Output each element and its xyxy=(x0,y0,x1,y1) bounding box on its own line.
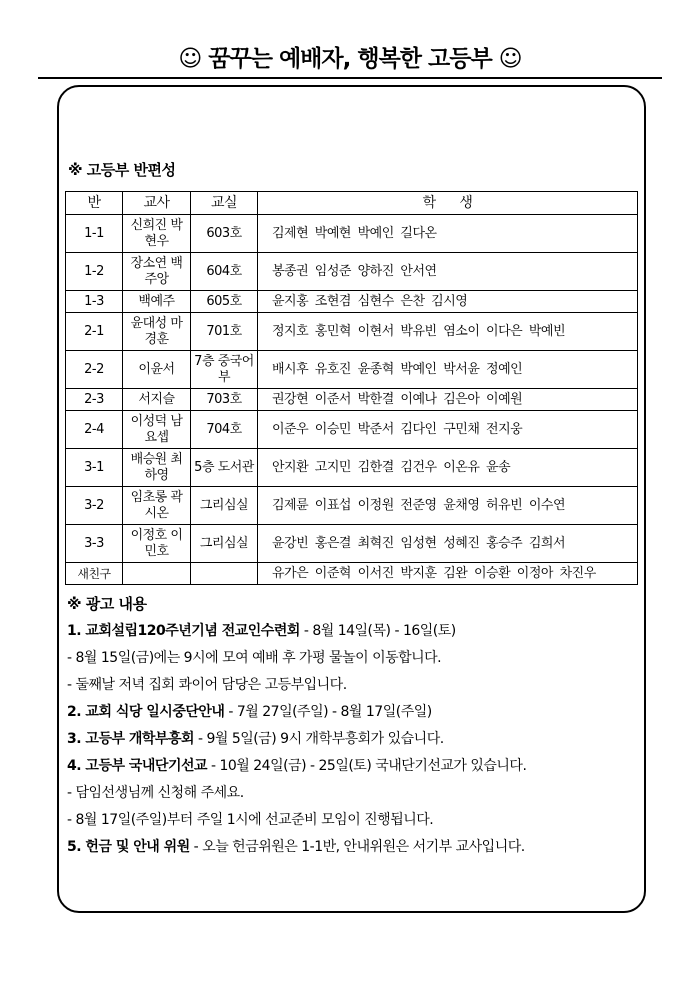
cell-room: 701호 xyxy=(191,313,258,351)
cell-students: 김제륜 이표섭 이정원 전준영 윤채영 허유빈 이수연 xyxy=(258,487,638,525)
announcement-item xyxy=(67,618,637,645)
cell-students: 봉종권 임성준 양하진 안서연 xyxy=(258,253,638,291)
page-title: ☺ 꿈꾸는 예배자, 행복한 고등부 ☺ xyxy=(178,46,522,72)
cell-teacher: 이정호 이민호 xyxy=(123,525,191,563)
cell-class: 3-2 xyxy=(66,487,123,525)
cell-teacher: 윤대성 마경훈 xyxy=(123,313,191,351)
cell-students: 정지호 홍민혁 이현서 박유빈 염소이 이다은 박예빈 xyxy=(258,313,638,351)
class-roster-table xyxy=(65,191,638,585)
announcement-item xyxy=(67,699,637,726)
announcement-item xyxy=(67,807,637,834)
cell-teacher: 이윤서 xyxy=(123,351,191,389)
announcement-text: - 8월 15일(금)에는 9시에 모여 예배 후 가평 물놀이 이동합니다. xyxy=(67,650,442,666)
announcement-text: - 담임선생님께 신청해 주세요. xyxy=(67,785,244,801)
cell-teacher: 배승원 최하영 xyxy=(123,449,191,487)
cell-class: 2-3 xyxy=(66,389,123,411)
cell-teacher: 장소연 백주앙 xyxy=(123,253,191,291)
announcement-item xyxy=(67,672,637,699)
table-row-new-friends xyxy=(66,563,638,585)
cell-class: 3-3 xyxy=(66,525,123,563)
roster-heading: ※ 고등부 반편성 xyxy=(68,161,176,179)
announcement-text: - 8월 14일(목) - 16일(토) xyxy=(299,623,456,639)
announcement-lead: 3. 고등부 개학부흥회 xyxy=(67,731,194,747)
cell-students: 안지환 고지민 김한결 김건우 이온유 윤송 xyxy=(258,449,638,487)
announcement-text: - 오늘 헌금위원은 1-1반, 안내위원은 서기부 교사입니다. xyxy=(189,839,525,855)
announcement-item xyxy=(67,753,637,780)
cell-room: 605호 xyxy=(191,291,258,313)
table-row xyxy=(66,389,638,411)
cell-class: 3-1 xyxy=(66,449,123,487)
cell-class: 1-2 xyxy=(66,253,123,291)
cell-students: 김제현 박예현 박예인 길다온 xyxy=(258,215,638,253)
cell-students: 유가은 이준혁 이서진 박지훈 김완 이승환 이정아 차진우 xyxy=(258,563,638,585)
col-header-students: 학 생 xyxy=(258,192,638,215)
cell-students: 권강현 이준서 박한결 이예나 김은아 이예원 xyxy=(258,389,638,411)
cell-class: 2-1 xyxy=(66,313,123,351)
cell-room: 그리심실 xyxy=(191,525,258,563)
table-row xyxy=(66,253,638,291)
col-header-room: 교실 xyxy=(191,192,258,215)
cell-students: 윤강빈 홍은결 최혁진 임성현 성혜진 홍승주 김희서 xyxy=(258,525,638,563)
cell-students: 이준우 이승민 박준서 김다인 구민채 전지웅 xyxy=(258,411,638,449)
cell-room xyxy=(191,563,258,585)
announcement-item xyxy=(67,780,637,807)
announcement-lead: 2. 교회 식당 일시중단안내 xyxy=(67,704,225,720)
cell-class: 1-1 xyxy=(66,215,123,253)
announcement-text: - 둘째날 저녁 집회 콰이어 담당은 고등부입니다. xyxy=(67,677,347,693)
col-header-teacher: 교사 xyxy=(123,192,191,215)
table-row xyxy=(66,351,638,389)
table-row xyxy=(66,313,638,351)
table-row xyxy=(66,291,638,313)
cell-class: 2-2 xyxy=(66,351,123,389)
cell-teacher xyxy=(123,563,191,585)
cell-teacher: 신희진 박현우 xyxy=(123,215,191,253)
cell-room: 그리심실 xyxy=(191,487,258,525)
cell-teacher: 백예주 xyxy=(123,291,191,313)
col-header-class: 반 xyxy=(66,192,123,215)
announcement-lead: 5. 헌금 및 안내 위원 xyxy=(67,839,190,855)
table-row xyxy=(66,411,638,449)
cell-room: 7층 중국어부 xyxy=(191,351,258,389)
cell-students: 배시후 유호진 윤종혁 박예인 박서윤 정예인 xyxy=(258,351,638,389)
cell-class: 2-4 xyxy=(66,411,123,449)
table-row xyxy=(66,487,638,525)
cell-class: 1-3 xyxy=(66,291,123,313)
table-header-row xyxy=(66,192,638,215)
cell-room: 704호 xyxy=(191,411,258,449)
announcement-text: - 9월 5일(금) 9시 개학부흥회가 있습니다. xyxy=(194,731,444,747)
cell-teacher: 임초롱 곽시온 xyxy=(123,487,191,525)
announcements-section xyxy=(67,591,637,861)
cell-students: 윤지홍 조현겸 심현수 은찬 김시영 xyxy=(258,291,638,313)
announcement-item xyxy=(67,726,637,753)
cell-teacher: 서지슬 xyxy=(123,389,191,411)
announcement-lead: 4. 고등부 국내단기선교 xyxy=(67,758,208,774)
announcement-text: - 10월 24일(금) - 25일(토) 국내단기선교가 있습니다. xyxy=(207,758,527,774)
cell-room: 604호 xyxy=(191,253,258,291)
cell-class: 새친구 xyxy=(66,563,123,585)
announcement-item xyxy=(67,645,637,672)
cell-teacher: 이성덕 남요셉 xyxy=(123,411,191,449)
cell-room: 5층 도서관 xyxy=(191,449,258,487)
announcement-text: - 8월 17일(주일)부터 주일 1시에 선교준비 모임이 진행됩니다. xyxy=(67,812,434,828)
table-row xyxy=(66,215,638,253)
table-row xyxy=(66,525,638,563)
table-row xyxy=(66,449,638,487)
cell-room: 603호 xyxy=(191,215,258,253)
announcement-item xyxy=(67,834,637,861)
announcement-lead: 1. 교회설립120주년기념 전교인수련회 xyxy=(67,623,300,639)
cell-room: 703호 xyxy=(191,389,258,411)
title-divider xyxy=(38,77,662,79)
announcement-text: - 7월 27일(주일) - 8월 17일(주일) xyxy=(224,704,432,720)
announcements-heading: ※ 광고 내용 xyxy=(67,595,147,613)
